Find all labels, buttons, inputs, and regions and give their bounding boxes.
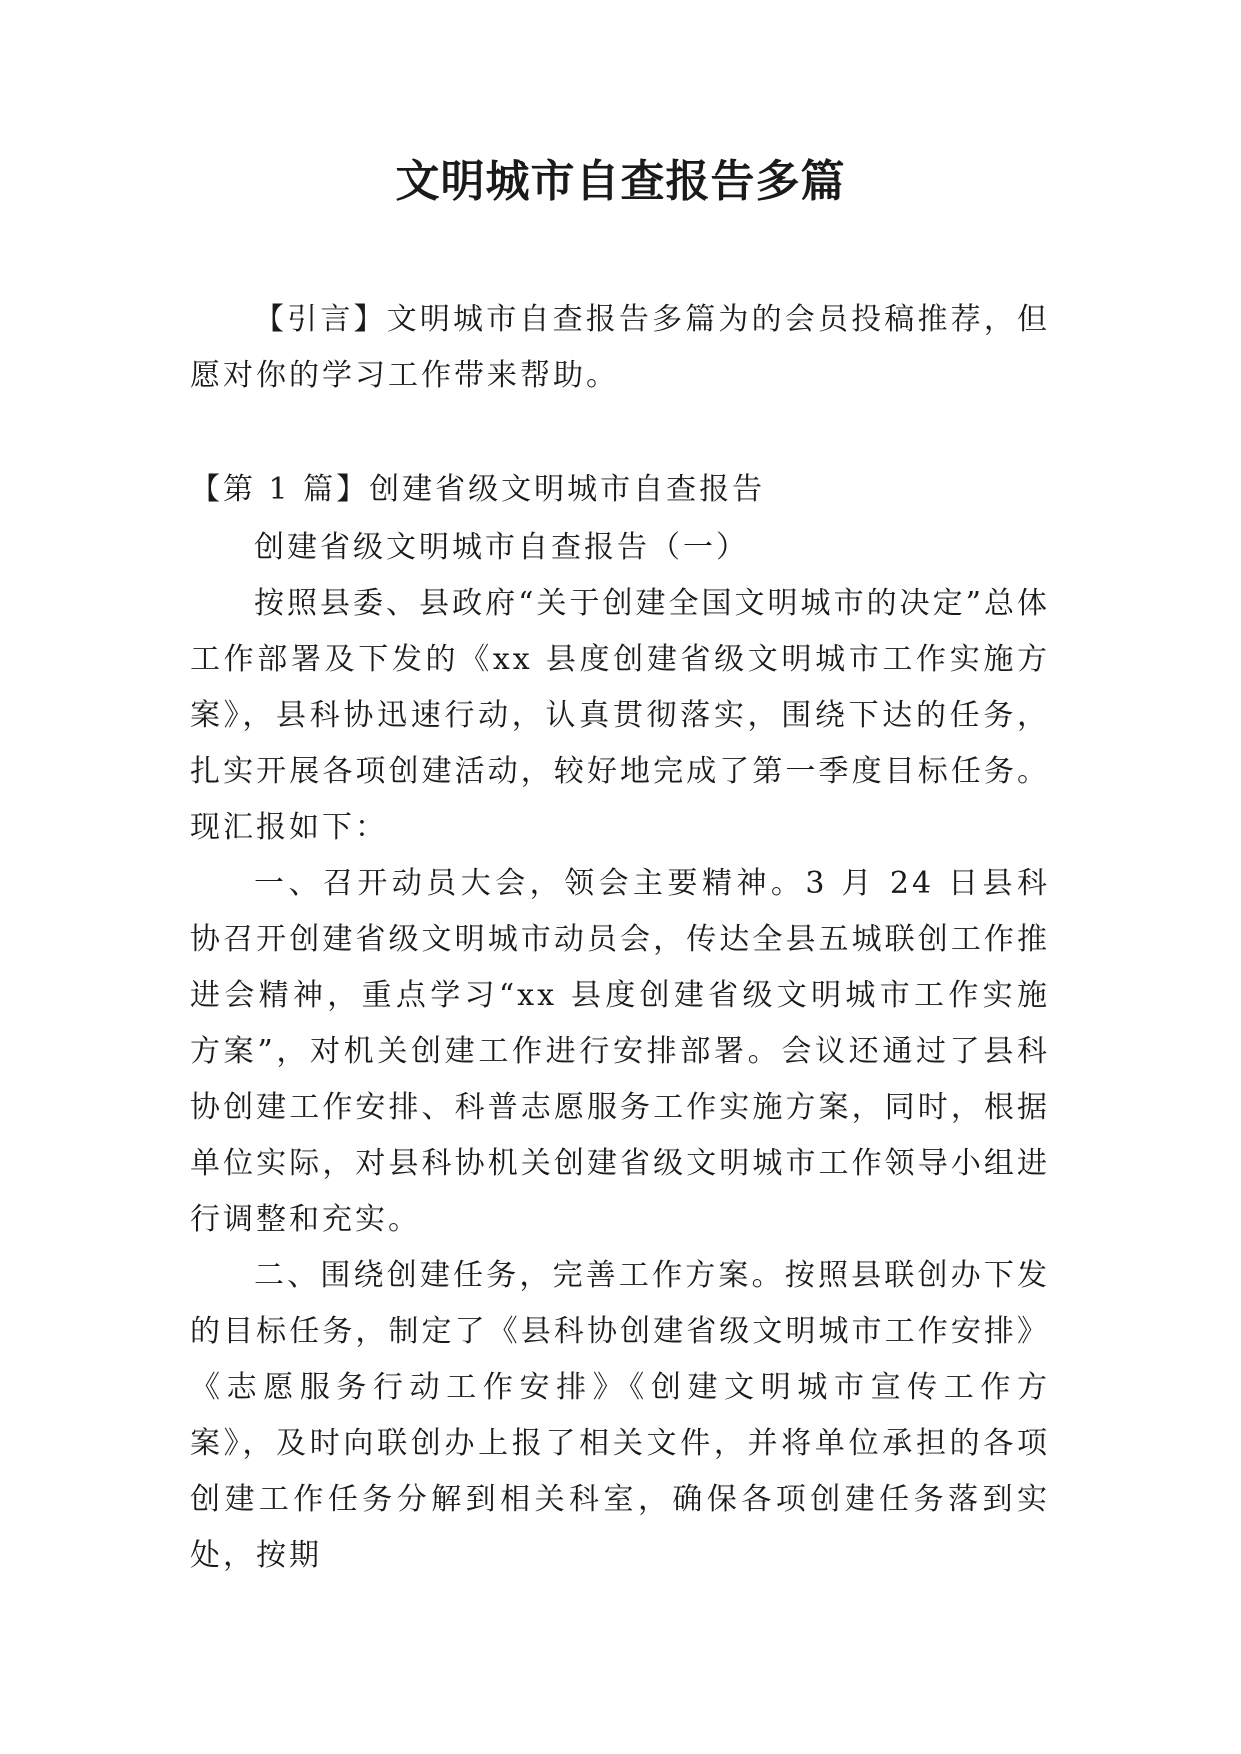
body-paragraph: 二、围绕创建任务，完善工作方案。按照县联创办下发的目标任务，制定了《县科协创建省级文明城市工作安排》《志愿服务行动工作安排》《创建文明城市宣传工作方案》，及时向联创办上报了相关文件，并将单位承担的各项创建工作任务分解到相关科室，确保各项创建任务落到实处，按期 — [190, 1258, 1050, 1573]
subtitle-paragraph: 创建省级文明城市自查报告（一） — [254, 530, 749, 565]
intro-paragraph: 【引言】文明城市自查报告多篇为的会员投稿推荐，但愿对你的学习工作带来帮助。 — [190, 302, 1050, 393]
section-content — [190, 520, 1050, 1584]
document-title: 文明城市自查报告多篇 — [395, 156, 846, 207]
body-paragraph: 一、召开动员大会，领会主要精神。3 月 24 日县科协召开创建省级文明城市动员会，传达全县五城联创工作推进会精神，重点学习“xx 县度创建省级文明城市工作实施方案”，对机关创建工作进行安排部署。会议还通过了县科协创建工作安排、科普志愿服务工作实施方案，同时，根据单位实际，对县科协机关创建省级文明城市工作领导小组进行调整和充实。 — [190, 866, 1050, 1237]
body-paragraph: 按照县委、县政府“关于创建全国文明城市的决定”总体工作部署及下发的《xx 县度创建省级文明城市工作实施方案》，县科协迅速行动，认真贯彻落实，围绕下达的任务，扎实开展各项创建活动，较好地完成了第一季度目标任务。现汇报如下： — [190, 586, 1050, 845]
section-heading: 【第 1 篇】创建省级文明城市自查报告 — [190, 472, 766, 507]
